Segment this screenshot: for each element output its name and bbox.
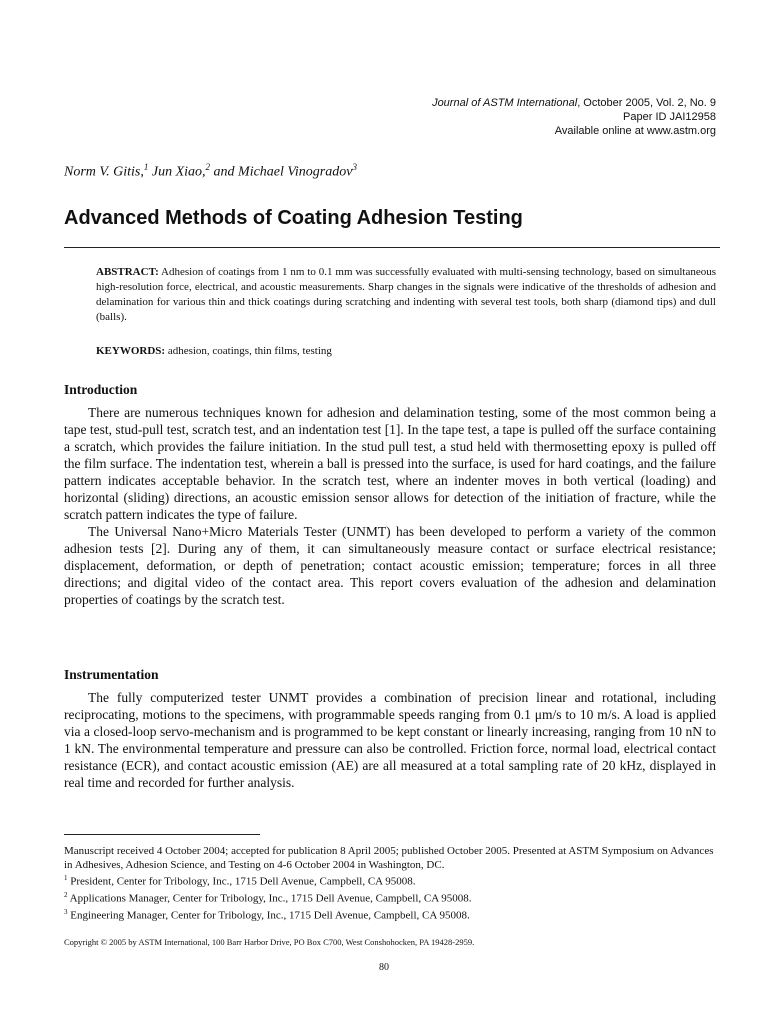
journal-citation xyxy=(432,96,716,110)
instrumentation-paragraph-1: The fully computerized tester UNMT provides a combination of precision linear and rotational, including reciprocating, motions to the specimens, with programmable speeds ranging from 0.1 μm/s to 10 m/s. A load is applied via a closed-loop servo-mechanism and is programmed to be kept constant or linearly increasing, ranging from 10 nN to 1 kN. The environmental temperature and pressure can also be controlled. Friction force, normal load, electrical contact resistance (ECR), and contact acoustic emission (AE) are all measured at a total sampling rate of 20 kHz, displayed in real time and recorded for further analysis. xyxy=(64,690,716,790)
introduction-paragraph-2: The Universal Nano+Micro Materials Tester (UNMT) has been developed to perform a variety of the common adhesion tests [2]. During any of them, it can simultaneously measure contact or surface electrical resistance; displacement, deformation, or depth of penetration; contact acoustic emission; temperature; forces in all three directions; and digital video of the contact area. This report covers evaluation of the adhesion and delamination properties of coatings by the scratch test. xyxy=(64,524,716,607)
footnotes xyxy=(64,845,716,923)
title-divider xyxy=(64,247,720,248)
instrumentation-body xyxy=(64,689,716,791)
footnote-2-text: Applications Manager, Center for Tribology, Inc., 1715 Dell Avenue, Campbell, CA 95008. xyxy=(67,892,472,905)
footnote-1-mark: 1 xyxy=(64,874,68,882)
author-2: Jun Xiao, xyxy=(148,164,206,180)
footnote-2-mark: 2 xyxy=(64,891,68,900)
footnote-2 xyxy=(64,889,716,906)
footnote-1 xyxy=(64,872,716,889)
keywords xyxy=(96,344,716,358)
section-heading-introduction: Introduction xyxy=(64,382,138,397)
author-3: and Michael Vinogradov xyxy=(210,164,353,180)
author-1-footnote-mark: 1 xyxy=(143,162,149,172)
footnote-3-text: Engineering Manager, Center for Tribology, Inc., 1715 Dell Avenue, Campbell, CA 95008. xyxy=(67,909,470,922)
paper-title: Advanced Methods of Coating Adhesion Testing xyxy=(64,207,523,229)
abstract xyxy=(96,265,716,325)
author-3-footnote-mark: 3 xyxy=(352,162,357,172)
journal-issue: , October 2005, Vol. 2, No. 9 xyxy=(577,97,716,109)
author-line xyxy=(64,162,357,181)
footnote-3 xyxy=(64,906,716,923)
introduction-body xyxy=(64,404,716,608)
paper-id: Paper ID JAI12958 xyxy=(623,111,716,123)
introduction-paragraph-1: There are numerous techniques known for adhesion and delamination testing, some of the most common being a tape test, stud-pull test, scratch test, and an indentation test [1]. In the tape test, a tape is pulled off the surface containing a scratch, which provides the failure initiation. In the stud pull test, a stud held with thermosetting epoxy is pulled off the film surface. The indentation test, wherein a ball is pressed into the surface, is used for hard coatings, and the failure pattern indicates acceptable behavior. In the scratch test, where an indenter moves in both vertical (loading) and horizontal (sliding) directions, an acoustic emission sensor allows for detection of the initiation of fracture, while the scratch pattern indicates the type of failure. xyxy=(64,405,716,522)
abstract-text: Adhesion of coatings from 1 nm to 0.1 mm was successfully evaluated with multi-sensing technology, based on simultaneous high-resolution force, electrical, and acoustic measurements. Sharp changes in the signals were indicative of the thresholds of adhesion and delamination for various thin and thick coatings during scratching and indenting with several test tools, both sharp (diamond tips) and dull (balls). xyxy=(96,266,716,323)
author-1: Norm V. Gitis, xyxy=(64,164,144,180)
keywords-label: KEYWORDS: xyxy=(96,345,166,357)
manuscript-received-note: Manuscript received 4 October 2004; accepted for publication 8 April 2005; published October 2005. Presented at ASTM Symposium on Advances in Adhesives, Adhesion Science, and Testing on 4-6 October 2004 in Washington, DC. xyxy=(64,845,714,871)
author-2-footnote-mark: 2 xyxy=(205,162,211,172)
keywords-text: adhesion, coatings, thin films, testing xyxy=(165,345,332,357)
availability-note: Available online at www.astm.org xyxy=(554,125,716,137)
abstract-label: ABSTRACT: xyxy=(96,266,159,278)
section-heading-instrumentation: Instrumentation xyxy=(64,667,159,682)
footnote-3-mark: 3 xyxy=(64,908,68,917)
footnote-divider xyxy=(64,834,260,835)
copyright-line: Copyright © 2005 by ASTM International, 100 Barr Harbor Drive, PO Box C700, West Conshohocken, PA 19428-2959. xyxy=(64,937,475,947)
page-number: 80 xyxy=(379,962,389,973)
journal-header xyxy=(432,96,716,138)
journal-name: Journal of ASTM International xyxy=(432,97,578,109)
footnote-1-text: President, Center for Tribology, Inc., 1715 Dell Avenue, Campbell, CA 95008. xyxy=(67,875,416,888)
